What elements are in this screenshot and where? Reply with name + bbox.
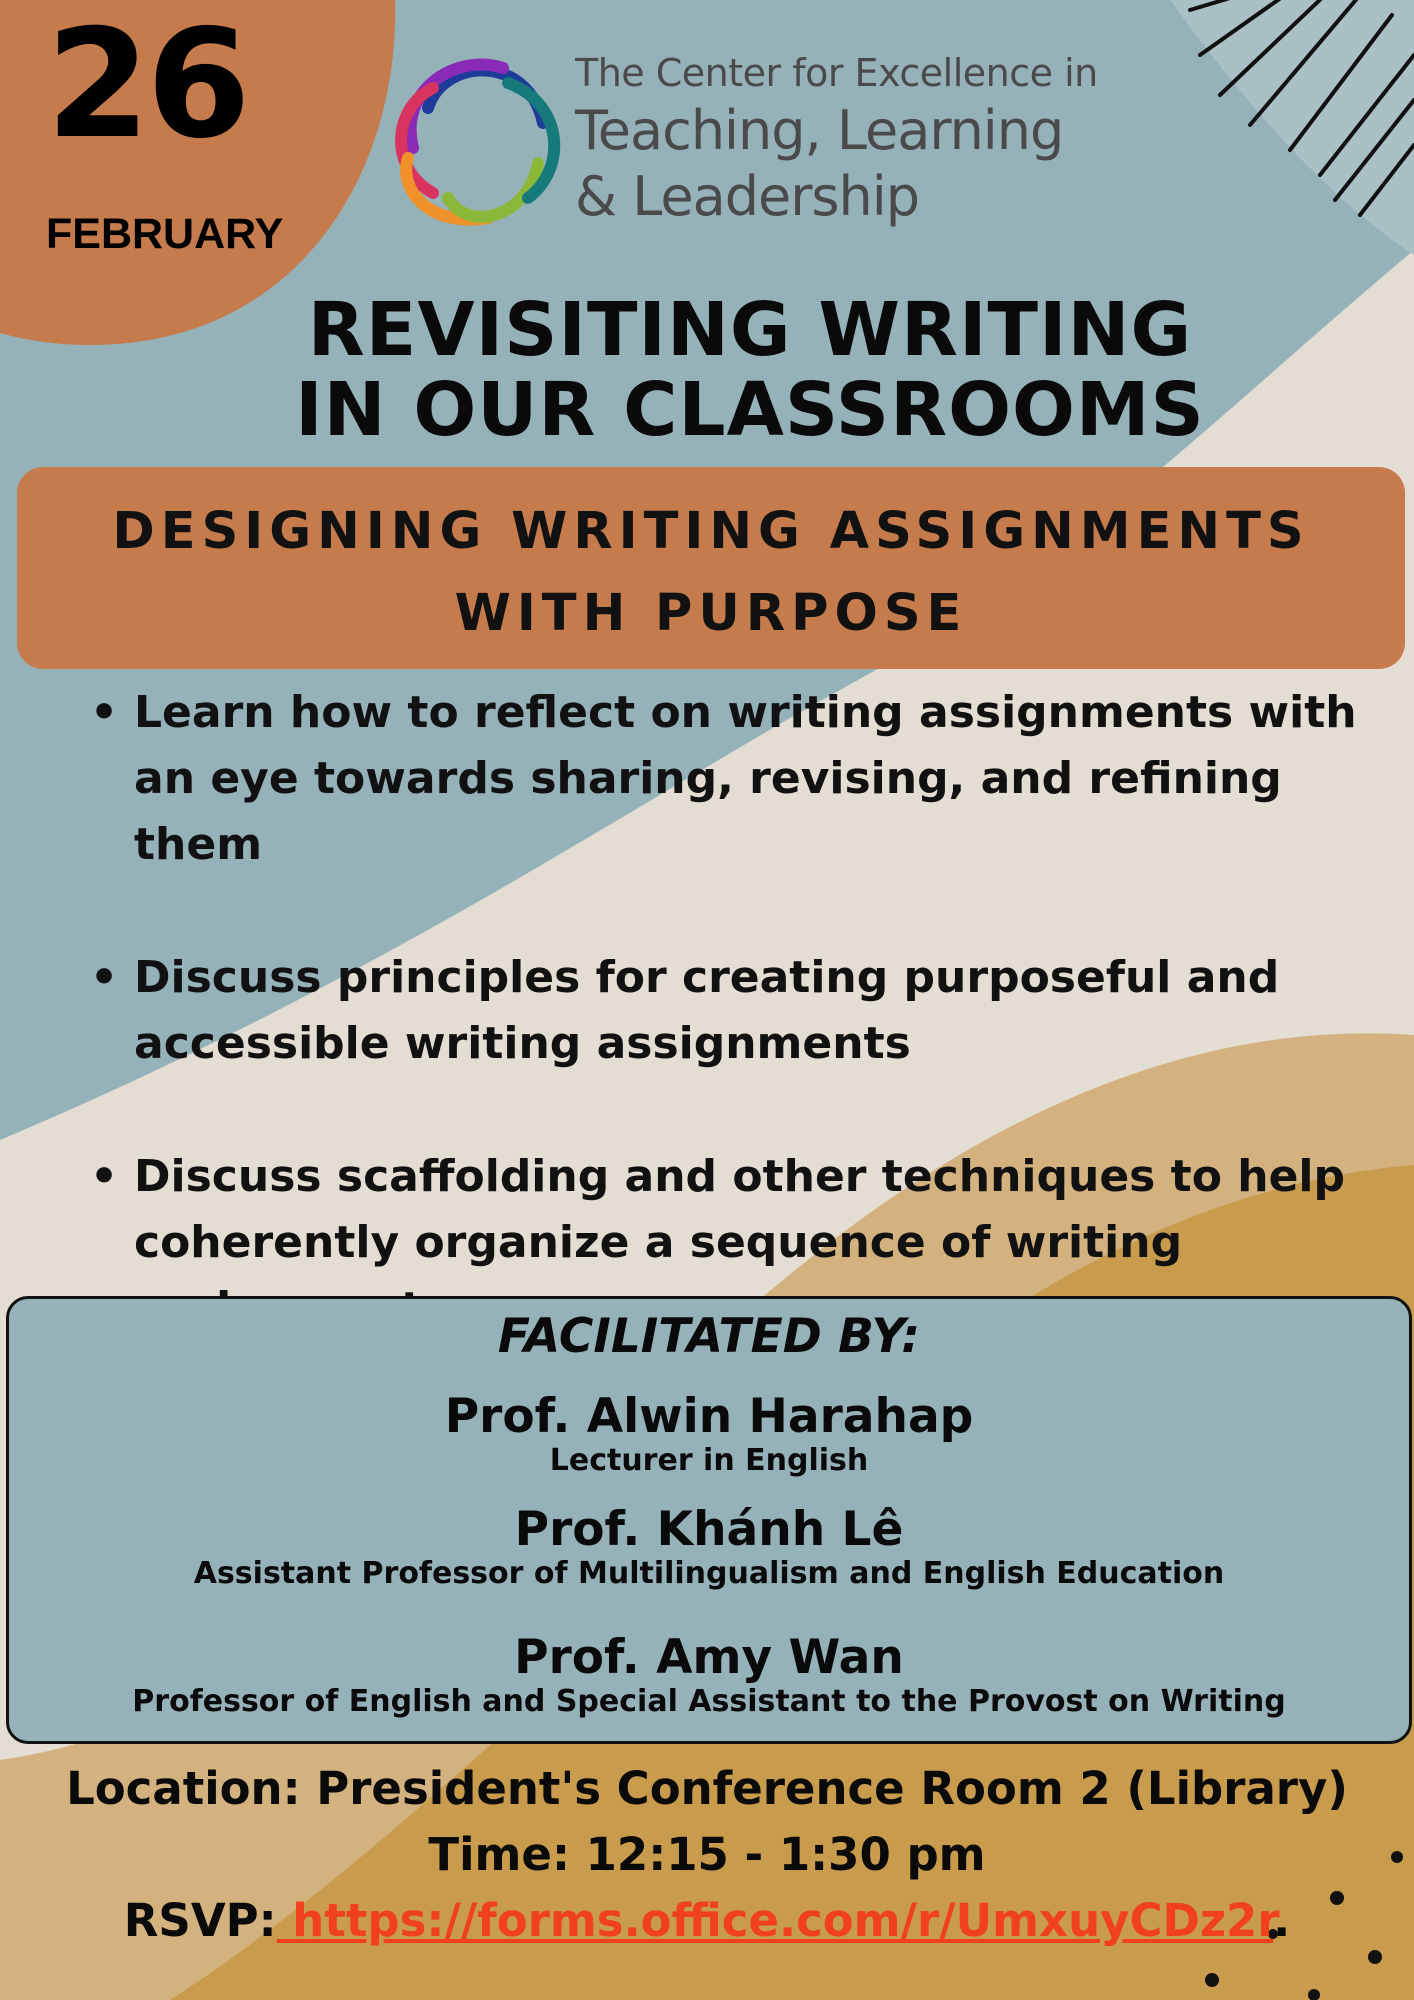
- list-item-text: Discuss principles for creating purposeful and accessible writing assignments: [134, 952, 1280, 1069]
- bullet-icon: •: [90, 1151, 119, 1202]
- facilitator-name: Prof. Alwin Harahap: [444, 1389, 974, 1444]
- subtitle-banner: [17, 467, 1405, 669]
- rsvp-end: .: [1273, 1894, 1291, 1947]
- rsvp-label: RSVP:: [123, 1894, 277, 1947]
- event-title-line2: IN OUR CLASSROOMS: [295, 367, 1205, 453]
- event-details: [0, 1756, 1414, 1954]
- event-subtitle-line1: DESIGNING WRITING ASSIGNMENTS: [112, 502, 1310, 561]
- event-title-line1: REVISITING WRITING: [307, 287, 1193, 373]
- swirl-logo-icon: [388, 48, 568, 228]
- list-item-text: Discuss scaffolding and other techniques to help coherently organize a sequence of writing: [134, 1151, 1345, 1268]
- rsvp-line: [0, 1888, 1414, 1954]
- facilitator-entry: [9, 1632, 1409, 1720]
- list-item-text: Learn how to reflect on writing assignments with an eye towards sharing, revising, and refining them: [134, 687, 1357, 870]
- event-month: FEBRUARY: [46, 210, 284, 258]
- facilitator-name: Prof. Khánh Lê: [514, 1502, 904, 1557]
- facilitator-role: Assistant Professor of Multilingualism and English Education: [193, 1556, 1225, 1591]
- bullet-icon: •: [90, 952, 119, 1003]
- facilitator-name: Prof. Amy Wan: [514, 1630, 904, 1685]
- facilitator-role: Professor of English and Special Assistant to the Provost on Writing: [132, 1684, 1286, 1719]
- organization-name-line1: The Center for Excellence in: [575, 51, 1098, 95]
- organization-name-line3: & Leadership: [575, 165, 920, 228]
- event-title: [160, 287, 1340, 453]
- event-subtitle-line2: WITH PURPOSE: [454, 584, 968, 643]
- facilitators-heading: FACILITATED BY:: [497, 1309, 921, 1364]
- rsvp-link[interactable]: https://forms.office.com/r/UmxuyCDz2r: [276, 1894, 1274, 1947]
- organization-name: [575, 48, 1098, 230]
- facilitator-entry: [9, 1391, 1409, 1479]
- list-item: [90, 680, 1390, 878]
- facilitator-role: Lecturer in English: [549, 1443, 869, 1478]
- bullet-icon: •: [90, 687, 119, 738]
- organization-name-line2: Teaching, Learning: [575, 99, 1064, 162]
- event-location: Location: President's Conference Room 2 (Library): [66, 1762, 1348, 1815]
- event-time: Time: 12:15 - 1:30 pm: [428, 1828, 986, 1881]
- event-subtitle: [17, 491, 1405, 655]
- event-day: 26: [46, 0, 247, 172]
- list-item: [90, 945, 1390, 1077]
- facilitators-panel: [6, 1296, 1412, 1744]
- facilitator-entry: [9, 1504, 1409, 1592]
